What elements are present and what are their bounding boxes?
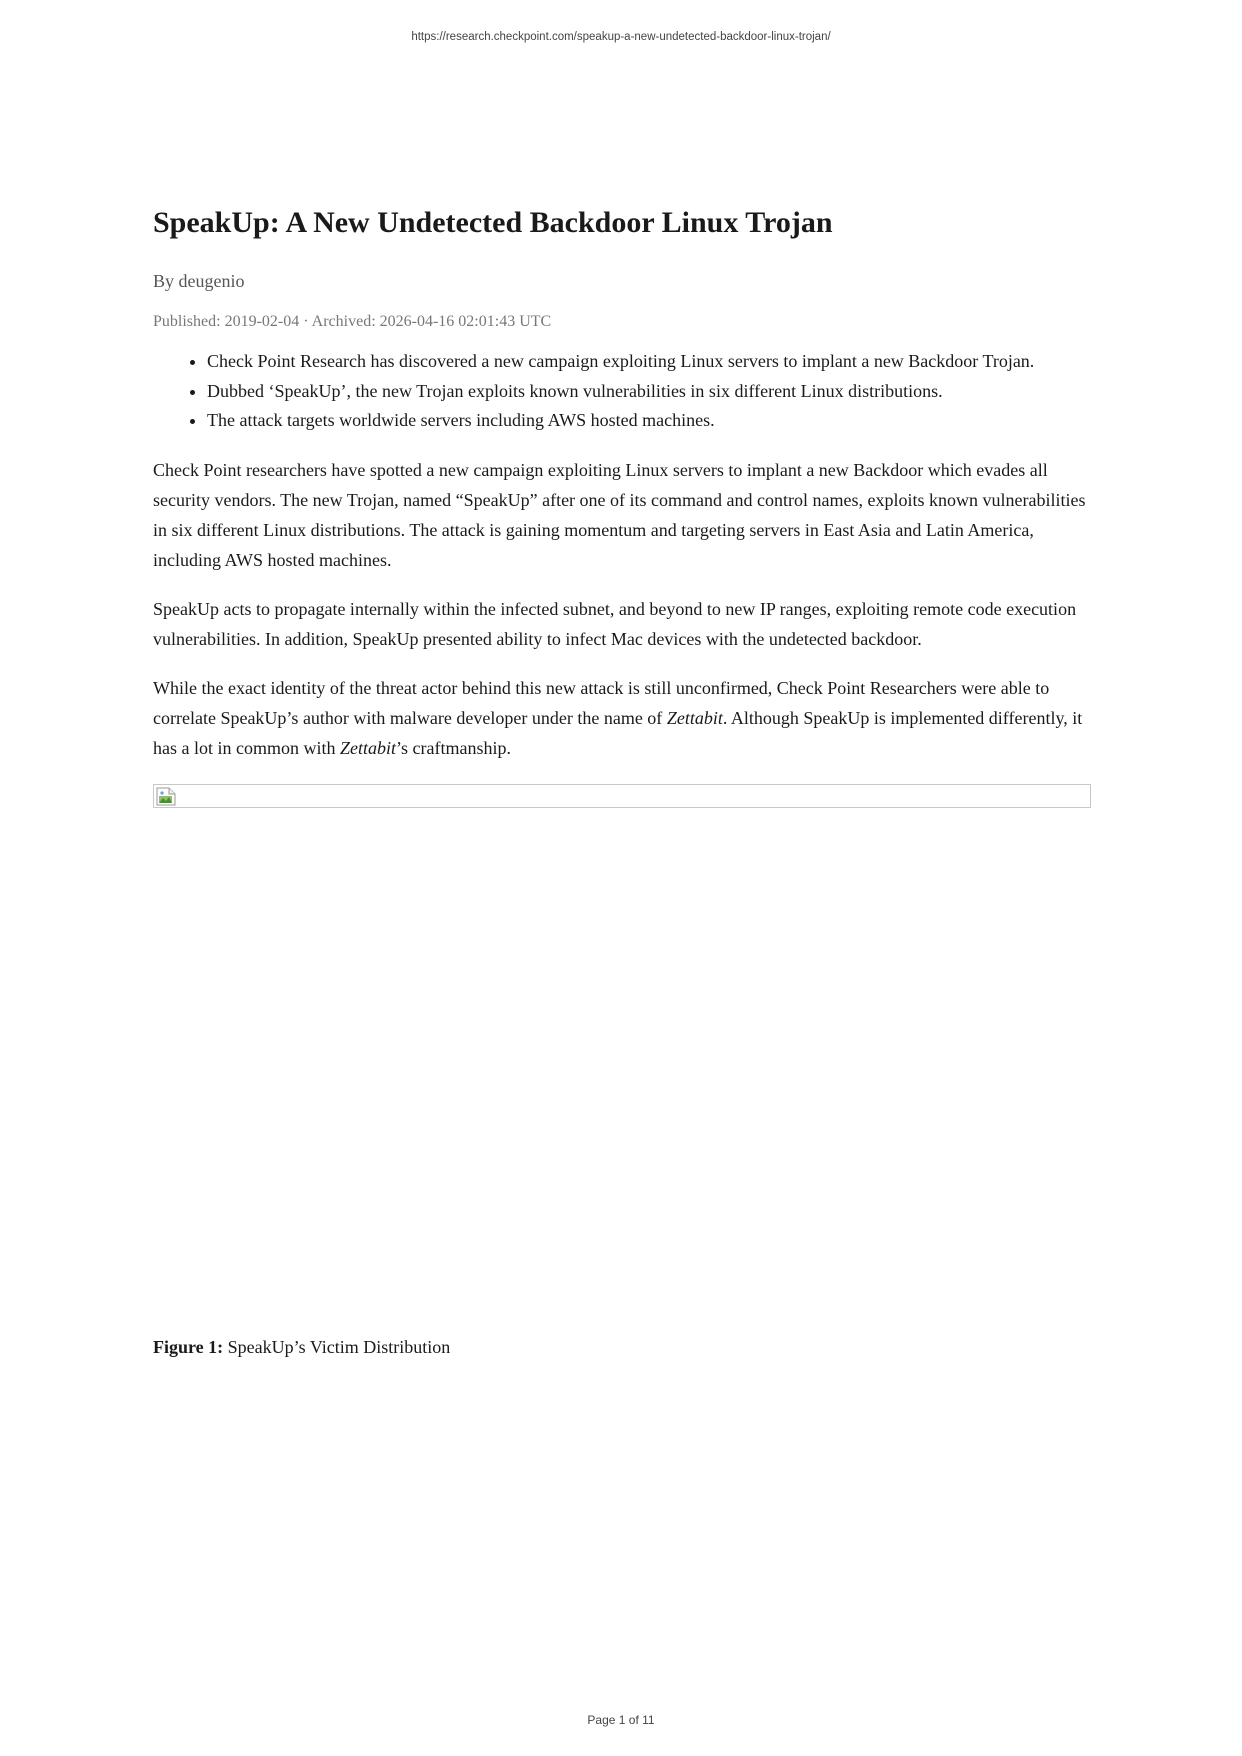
figure-image-placeholder: [153, 784, 1091, 808]
caption-label: Figure 1:: [153, 1337, 224, 1357]
list-item: • The attack targets worldwide servers including AWS hosted machines.: [207, 406, 1093, 436]
paragraph-text: ’s craftmanship.: [396, 737, 511, 758]
paragraph-text: While the exact identity of the threat actor behind this new attack is still unconfirmed, Check Point Researchers were able to correlate SpeakUp’s author with malware developer under the name of: [153, 677, 1050, 728]
byline: By deugenio: [153, 271, 245, 291]
paragraph: [153, 673, 1093, 763]
list-item: • Dubbed ‘SpeakUp’, the new Trojan exploits known vulnerabilities in six different Linux distributions.: [207, 377, 1093, 407]
publish-meta: Published: 2019-02-04 · Archived: 2026-04-16 02:01:43 UTC: [153, 313, 552, 330]
paragraph-text: . Although SpeakUp is implemented differently, it has a lot in common with: [153, 707, 1083, 758]
article-title: SpeakUp: A New Undetected Backdoor Linux Trojan: [153, 206, 833, 239]
paragraph: SpeakUp acts to propagate internally within the infected subnet, and beyond to new IP ranges, exploiting remote code execution vulnerabilities. In addition, SpeakUp presented ability to infect Mac devices with the undetected backdoor.: [153, 598, 1077, 649]
page-url: https://research.checkpoint.com/speakup-a-new-undetected-backdoor-linux-trojan/: [411, 31, 831, 43]
figure-caption: [153, 1334, 450, 1360]
emphasis-zettabit: Zettabit: [666, 707, 723, 728]
broken-image-icon: [156, 787, 176, 806]
page-number: Page 1 of 11: [587, 1713, 655, 1727]
list-item: • Check Point Research has discovered a new campaign exploiting Linux servers to implant a new Backdoor Trojan.: [207, 347, 1093, 377]
summary-list: [153, 347, 1093, 436]
caption-text: SpeakUp’s Victim Distribution: [223, 1337, 451, 1357]
emphasis-zettabit: Zettabit: [339, 737, 396, 758]
paragraph: Check Point researchers have spotted a new campaign exploiting Linux servers to implant a new Backdoor which evades all security vendors. The new Trojan, named “SpeakUp” after one of its command and control names, exploits known vulnerabilities in six different Linux distributions. The attack is gaining momentum and targeting servers in East Asia and Latin America, including AWS hosted machines.: [153, 459, 1086, 570]
article-body: [153, 200, 1093, 808]
